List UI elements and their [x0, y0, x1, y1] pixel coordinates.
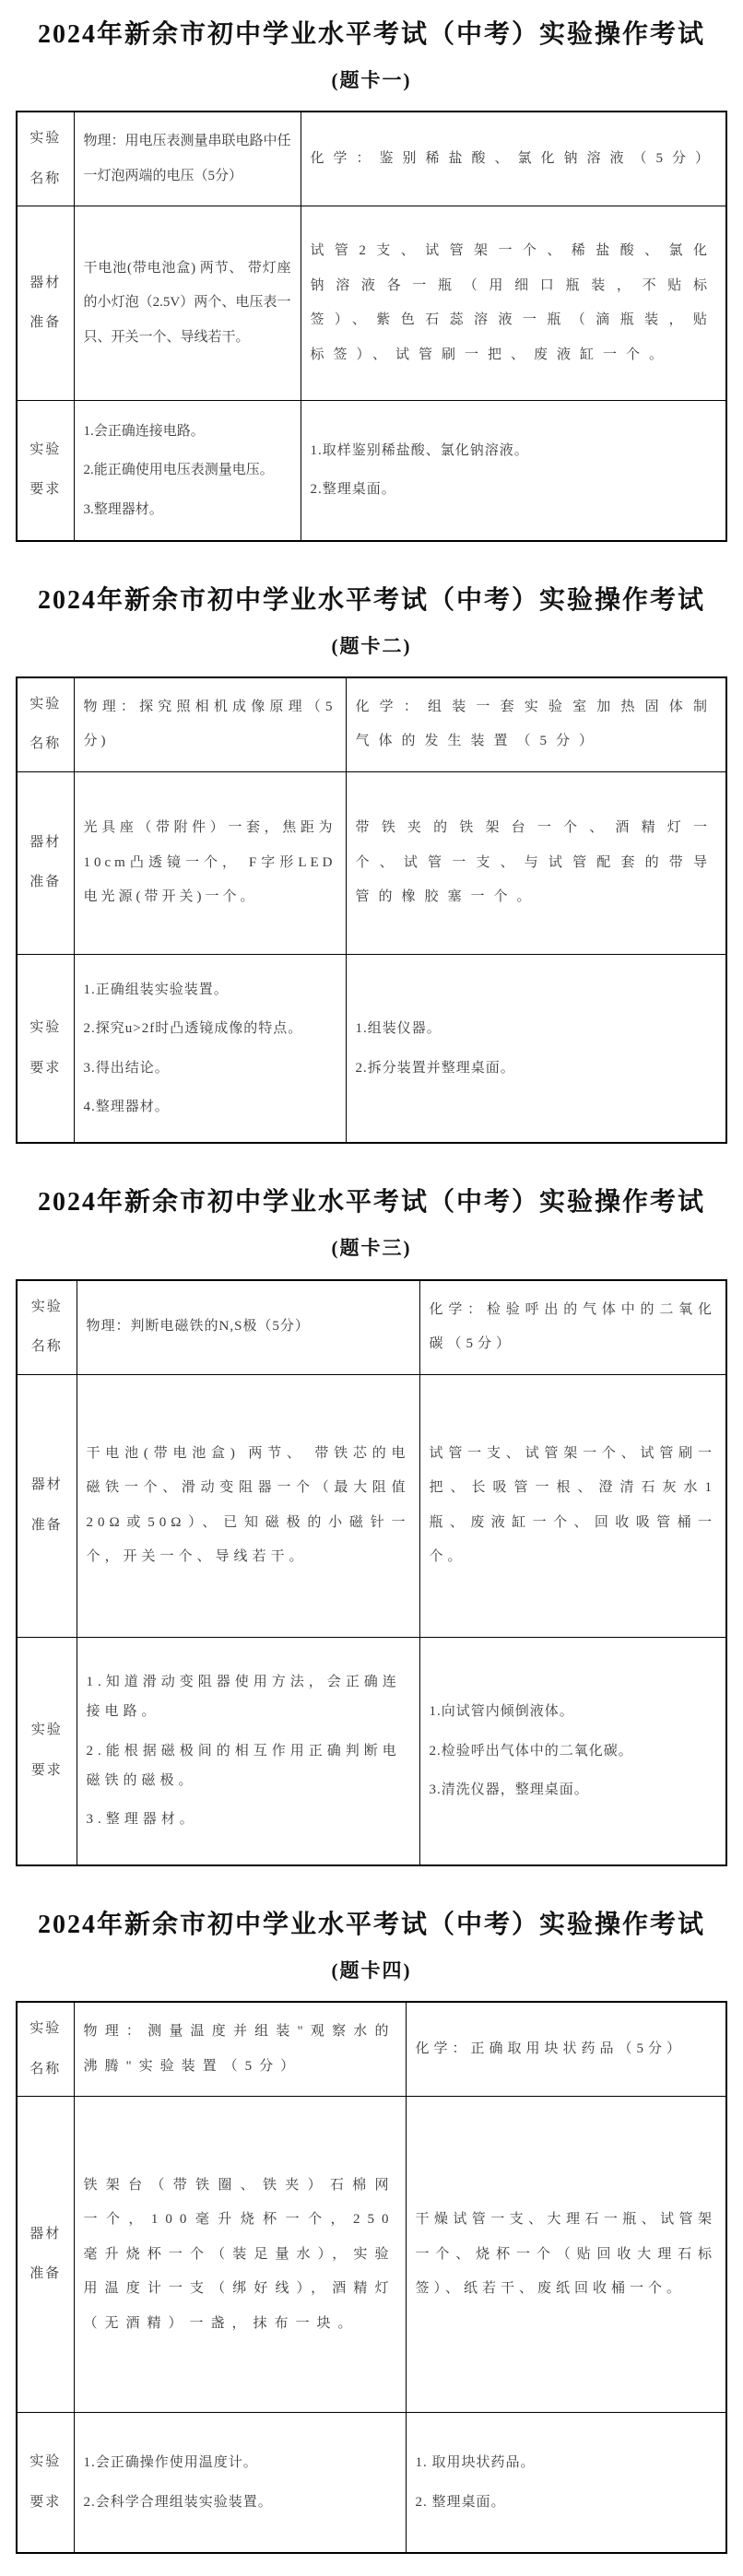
row-label: [17, 677, 74, 772]
chemistry-text: 化学：鉴别稀盐酸、氯化钠溶液（5分）: [310, 150, 719, 166]
row-label: [17, 1637, 77, 1865]
row-label: [17, 2002, 74, 2097]
card-subtitle: (题卡一): [331, 69, 412, 91]
physics-requirement: 4.整理器材。: [83, 1099, 170, 1114]
chemistry-requirement: 2.检验呼出气体中的二氧化碳。: [429, 1743, 633, 1759]
physics-requirement: 2.会科学合理组装实验装置。: [83, 2494, 273, 2510]
table-row-equipment: [17, 206, 726, 401]
row-label-text: 实验要求: [29, 2454, 62, 2510]
chemistry-text: 化学：组装一套实验室加热固体制气体的发生装置（5分）: [355, 699, 716, 749]
table-row-equipment: [17, 1374, 726, 1637]
row-label-text: 实验名称: [30, 1299, 63, 1355]
page-title: 2024年新余市初中学业水平考试（中考）实验操作考试: [37, 20, 705, 49]
chemistry-requirement: 1.向试管内倾倒液体。: [429, 1704, 574, 1720]
exam-card-1: [0, 18, 743, 542]
chemistry-text: 带铁夹的铁架台一个、酒精灯一个、试管一支、与试管配套的带导管的橡胶塞一个。: [355, 820, 716, 905]
page-title: 2024年新余市初中学业水平考试（中考）实验操作考试: [37, 1911, 705, 1940]
card-subtitle: (题卡三): [331, 1237, 412, 1260]
row-label: [17, 2097, 74, 2413]
chemistry-cell: [346, 771, 726, 954]
physics-requirement: 2.探究u>2f时凸透镜成像的特点。: [83, 1021, 303, 1037]
physics-requirement: 1.会正确连接电路。: [83, 424, 205, 440]
chemistry-requirement: 1.取样鉴别稀盐酸、氯化钠溶液。: [310, 443, 529, 459]
chemistry-cell: [406, 2002, 726, 2097]
physics-cell: [74, 206, 301, 401]
row-label: [17, 1374, 77, 1637]
chemistry-cell: [419, 1637, 726, 1865]
chemistry-requirement: 1.组装仪器。: [355, 1021, 442, 1037]
physics-requirement: 3.整理器材。: [86, 1812, 198, 1828]
row-label: [17, 206, 74, 401]
physics-requirement: 1.会正确操作使用温度计。: [83, 2455, 258, 2471]
chemistry-cell: [301, 401, 726, 541]
chemistry-text: 试管2支、试管架一个、稀盐酸、氯化钠溶液各一瓶（用细口瓶装，不贴标签）、紫色石蕊溶液一瓶（滴瓶装，贴标签）、试管刷一把、废液缸一个。: [310, 243, 716, 362]
chemistry-text: 干燥试管一支、大理石一瓶、试管架一个、烧杯一个（贴回收大理石标签）、纸若干、废纸回收桶一个。: [415, 2212, 716, 2296]
card-subtitle: (题卡四): [331, 1959, 412, 1982]
table-row-requirements: [17, 2413, 726, 2553]
row-label-text: 实验名称: [29, 131, 62, 186]
physics-requirement: 2.能根据磁极间的相互作用正确判断电磁铁的磁极。: [86, 1743, 401, 1788]
chemistry-cell: [346, 954, 726, 1143]
table-row-experiment-name: [17, 112, 726, 206]
physics-text: 光具座（带附件）一套，焦距为10cm凸透镜一个， F字形LED电光源(带开关)一个。: [83, 820, 336, 905]
exam-table: [16, 1279, 727, 1867]
chemistry-requirement: 2. 整理桌面。: [415, 2494, 506, 2510]
physics-cell: [74, 954, 346, 1143]
chemistry-requirement: 2.拆分装置并整理桌面。: [355, 1060, 515, 1076]
chemistry-cell: [346, 677, 726, 772]
row-label-text: 实验名称: [29, 2021, 62, 2076]
chemistry-cell: [301, 206, 726, 401]
exam-card-4: [0, 1909, 743, 2554]
physics-requirement: 1.正确组装实验装置。: [83, 982, 229, 998]
physics-text: 铁架台（带铁圈、铁夹）石棉网一个，100毫升烧杯一个，250毫升烧杯一个（装足量水），实验用温度计一支（绑好线），酒精灯（无酒精）一盏，抹布一块。: [83, 2177, 396, 2331]
row-label-text: 器材准备: [29, 2226, 62, 2282]
physics-requirement: 2.能正确使用电压表测量电压。: [83, 463, 274, 478]
table-row-experiment-name: [17, 2002, 726, 2097]
chemistry-text: 化学：正确取用块状药品（5分）: [415, 2041, 686, 2056]
row-label: [17, 954, 74, 1143]
row-label: [17, 112, 74, 206]
row-label-text: 器材准备: [29, 834, 62, 890]
physics-cell: [77, 1280, 419, 1375]
exam-table: [16, 676, 727, 1145]
exam-table: [16, 111, 727, 542]
table-row-requirements: [17, 1637, 726, 1865]
row-label-text: 实验名称: [29, 696, 62, 752]
physics-cell: [74, 771, 346, 954]
physics-cell: [74, 677, 346, 772]
card-subtitle: (题卡二): [331, 634, 412, 657]
physics-requirement: 3.整理器材。: [83, 501, 163, 517]
table-row-equipment: [17, 771, 726, 954]
physics-text: 物理：测量温度并组装"观察水的沸腾"实验装置（5分）: [83, 2024, 396, 2074]
physics-cell: [74, 112, 301, 206]
physics-cell: [74, 2413, 406, 2553]
row-label: [17, 401, 74, 541]
table-row-experiment-name: [17, 1280, 726, 1375]
physics-text: 物理：判断电磁铁的N,S极（5分）: [86, 1319, 310, 1335]
table-row-equipment: [17, 2097, 726, 2413]
chemistry-requirement: 1. 取用块状药品。: [415, 2455, 536, 2471]
row-label: [17, 1280, 77, 1375]
exam-card-3: [0, 1186, 743, 1866]
exam-card-2: [0, 584, 743, 1145]
chemistry-requirement: 3.清洗仪器，整理桌面。: [429, 1782, 589, 1797]
chemistry-requirement: 2.整理桌面。: [310, 482, 396, 498]
physics-text: 干电池(带电池盒) 两节、 带灯座的小灯泡（2.5V）两个、电压表一只、开关一个、导线若干。: [83, 260, 291, 345]
page-title: 2024年新余市初中学业水平考试（中考）实验操作考试: [37, 1188, 705, 1217]
page-title: 2024年新余市初中学业水平考试（中考）实验操作考试: [37, 585, 705, 615]
chemistry-cell: [419, 1374, 726, 1637]
chemistry-cell: [419, 1280, 726, 1375]
row-label-text: 器材准备: [29, 275, 62, 331]
exam-table: [16, 2001, 727, 2554]
chemistry-cell: [406, 2413, 726, 2553]
table-row-experiment-name: [17, 677, 726, 772]
physics-cell: [74, 401, 301, 541]
row-label-text: 实验要求: [30, 1723, 63, 1778]
physics-text: 物理：探究照相机成像原理（5分): [83, 699, 336, 749]
row-label-text: 器材准备: [30, 1477, 63, 1533]
physics-cell: [74, 2002, 406, 2097]
chemistry-cell: [301, 112, 726, 206]
physics-cell: [74, 2097, 406, 2413]
chemistry-text: 化学：检验呼出的气体中的二氧化碳（5分）: [429, 1301, 716, 1352]
physics-requirement: 3.得出结论。: [83, 1060, 170, 1076]
row-label-text: 实验要求: [29, 441, 62, 498]
table-row-requirements: [17, 401, 726, 541]
physics-text: 干电池(带电池盒) 两节、 带铁芯的电磁铁一个、滑动变阻器一个（最大阻值20Ω或50Ω）、已知磁极的小磁针一个，开关一个、导线若干。: [86, 1445, 410, 1565]
row-label: [17, 771, 74, 954]
table-row-requirements: [17, 954, 726, 1143]
chemistry-text: 试管一支、试管架一个、试管刷一把、长吸管一根、澄清石灰水1瓶、废液缸一个、回收吸管桶一个。: [429, 1445, 716, 1565]
physics-cell: [77, 1374, 419, 1637]
physics-requirement: 1.知道滑动变阻器使用方法，会正确连接电路。: [86, 1675, 401, 1720]
physics-text: 物理：用电压表测量串联电路中任一灯泡两端的电压（5分）: [83, 134, 291, 183]
row-label: [17, 2413, 74, 2553]
chemistry-cell: [406, 2097, 726, 2413]
physics-cell: [77, 1637, 419, 1865]
row-label-text: 实验要求: [29, 1020, 62, 1076]
